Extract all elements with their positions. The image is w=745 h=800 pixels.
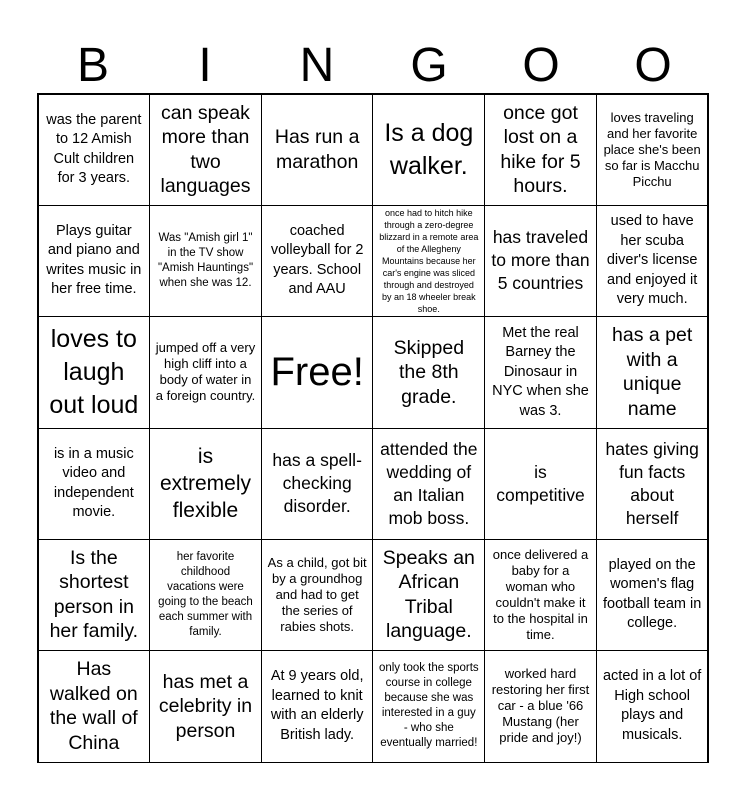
bingo-cell-r6c1[interactable]: [38, 650, 151, 762]
cell-text: once got lost on a hike for 5 hours.: [500, 101, 581, 198]
bingo-cell-free[interactable]: [261, 316, 374, 428]
bingo-cell-r1c6[interactable]: [596, 94, 709, 206]
cell-text: coached volleyball for 2 years. School and AAU: [270, 222, 364, 298]
cell-text: worked hard restoring her first car - a blue '66 Mustang (her pride and joy!): [491, 666, 590, 746]
cell-text: has a spell-checking disorder.: [272, 450, 362, 517]
cell-text: Is the shortest person in her family.: [49, 546, 139, 643]
cell-text: At 9 years old, learned to knit with an elderly British lady.: [270, 668, 364, 743]
bingo-cell-r4c4[interactable]: [372, 428, 485, 540]
bingo-cell-r3c1[interactable]: [38, 316, 151, 428]
cell-text: loves traveling and her favorite place she's been so far is Macchu Picchu: [603, 109, 701, 189]
header-letter-o: O: [522, 39, 560, 92]
cell-text: Has run a marathon: [274, 126, 360, 173]
cell-text: Speaks an African Tribal language.: [382, 546, 475, 643]
cell-text: Is a dog walker.: [384, 118, 474, 180]
bingo-cell-r4c6[interactable]: [596, 428, 709, 540]
cell-text: can speak more than two languages: [160, 101, 251, 198]
cell-text: has traveled to more than 5 countries: [491, 227, 590, 294]
cell-text: loves to laugh out loud: [49, 324, 139, 419]
bingo-cell-r6c6[interactable]: [596, 650, 709, 762]
bingo-cell-r6c4[interactable]: [372, 650, 485, 762]
bingo-cell-r5c5[interactable]: [484, 539, 597, 651]
bingo-header: [37, 38, 709, 94]
cell-text: has a pet with a unique name: [612, 324, 693, 420]
bingo-cell-r6c5[interactable]: [484, 650, 597, 762]
bingo-cell-r1c1[interactable]: [38, 94, 151, 206]
bingo-cell-r4c2[interactable]: [149, 428, 262, 540]
bingo-cell-r5c2[interactable]: [149, 539, 262, 651]
cell-text: Was "Amish girl 1" in the TV show "Amish Hauntings" when she was 12.: [157, 231, 254, 289]
header-letter-o-2: O: [634, 39, 672, 92]
bingo-cell-r5c1[interactable]: [38, 539, 151, 651]
cell-text: has met a celebrity in person: [158, 670, 253, 742]
header-letter-g: G: [410, 39, 448, 92]
cell-text: Has walked on the wall of China: [49, 658, 138, 754]
bingo-cell-r4c1[interactable]: [38, 428, 151, 540]
bingo-cell-r2c2[interactable]: [149, 205, 262, 317]
bingo-grid: [37, 93, 709, 763]
bingo-cell-r2c1[interactable]: [38, 205, 151, 317]
bingo-cell-r3c5[interactable]: [484, 316, 597, 428]
bingo-cell-r3c6[interactable]: [596, 316, 709, 428]
bingo-cell-r1c5[interactable]: [484, 94, 597, 206]
cell-text: acted in a lot of High school plays and musicals.: [602, 668, 702, 743]
cell-text: her favorite childhood vacations were going to the beach each summer with family.: [158, 550, 253, 638]
header-letter-b: B: [76, 39, 109, 92]
bingo-cell-r3c2[interactable]: [149, 316, 262, 428]
bingo-cell-r1c3[interactable]: [261, 94, 374, 206]
cell-text: is extremely flexible: [159, 445, 251, 523]
bingo-cell-r4c3[interactable]: [261, 428, 374, 540]
bingo-cell-r2c3[interactable]: [261, 205, 374, 317]
cell-text: is competitive: [496, 461, 585, 505]
bingo-cell-r2c4[interactable]: [372, 205, 485, 317]
bingo-cell-r5c3[interactable]: [261, 539, 374, 651]
cell-text: As a child, got bit by a groundhog and had to get the series of rabies shots.: [267, 554, 367, 634]
cell-text: played on the women's flag football team in college.: [602, 556, 702, 632]
cell-text: jumped off a very high cliff into a body of water in a foreign country.: [155, 340, 256, 404]
bingo-cell-r4c5[interactable]: [484, 428, 597, 540]
bingo-cell-r1c4[interactable]: [372, 94, 485, 206]
bingo-cell-r5c4[interactable]: [372, 539, 485, 651]
bingo-cell-r5c6[interactable]: [596, 539, 709, 651]
bingo-cell-r6c3[interactable]: [261, 650, 374, 762]
cell-text: once had to hitch hike through a zero-degree blizzard in a remote area of the Allegheny Mountains because her car's engine was sliced through and destroyed by an 18 wheeler break shoe.: [379, 208, 479, 314]
bingo-cell-r1c2[interactable]: [149, 94, 262, 206]
cell-text: Met the real Barney the Dinosaur in NYC when she was 3.: [492, 324, 589, 419]
cell-text: Skipped the 8th grade.: [393, 336, 465, 408]
cell-text: hates giving fun facts about herself: [605, 438, 699, 528]
free-space-text: Free!: [270, 350, 364, 395]
bingo-cell-r2c6[interactable]: [596, 205, 709, 317]
bingo-cell-r2c5[interactable]: [484, 205, 597, 317]
cell-text: Plays guitar and piano and writes music in her free time.: [46, 222, 142, 298]
cell-text: is in a music video and independent movie.: [53, 445, 134, 521]
cell-text: attended the wedding of an Italian mob boss.: [380, 438, 478, 528]
cell-text: once delivered a baby for a woman who couldn't make it to the hospital in time.: [492, 546, 589, 642]
bingo-cell-r6c2[interactable]: [149, 650, 262, 762]
cell-text: was the parent to 12 Amish Cult children for 3 years.: [46, 111, 142, 187]
cell-text: used to have her scuba diver's license and enjoyed it very much.: [606, 213, 698, 308]
header-letter-i: I: [198, 39, 212, 92]
cell-text: only took the sports course in college because she was interested in a guy - who she eventually married!: [378, 662, 479, 750]
header-letter-n: N: [299, 39, 335, 92]
bingo-cell-r3c4[interactable]: [372, 316, 485, 428]
